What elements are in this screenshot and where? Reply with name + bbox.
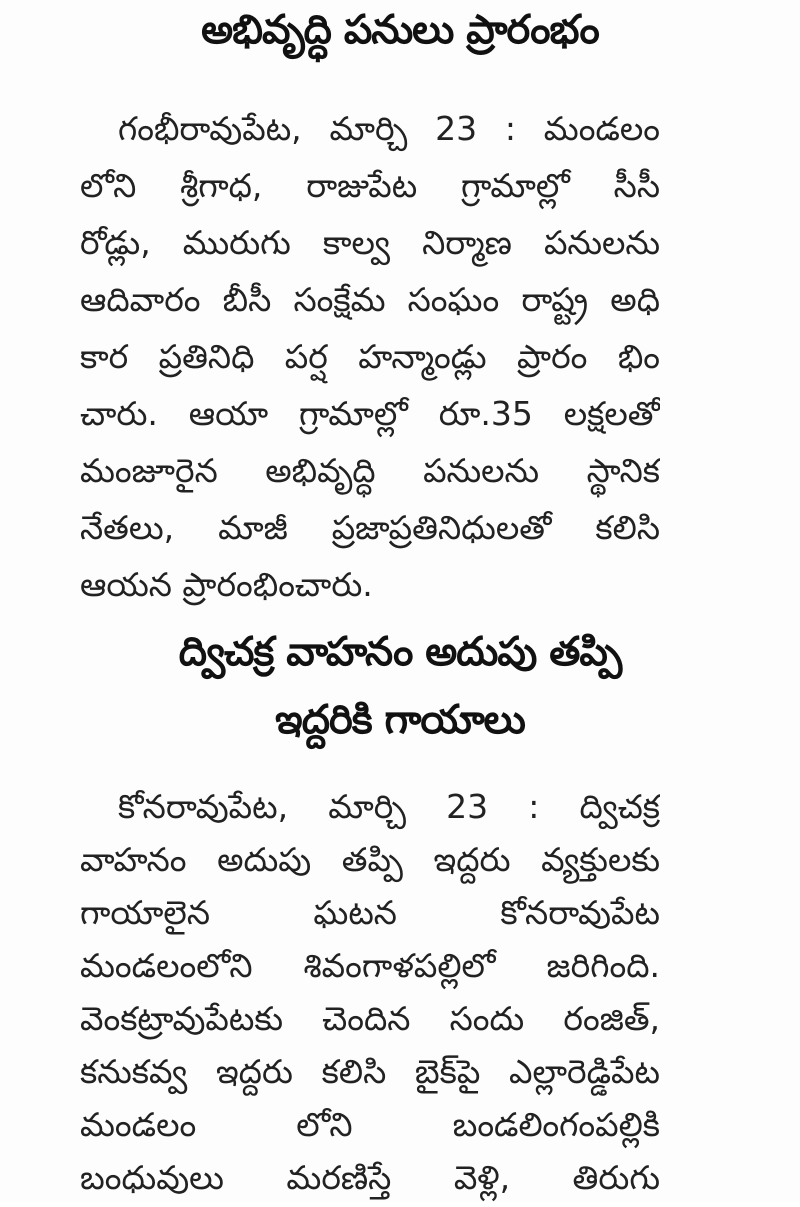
article1-line-1: గంభీరావుపేట, మార్చి 23 : మండలం xyxy=(118,109,660,148)
article2-line-6: కనుకవ్వ ఇద్దరు కలిసి బైక్‌పై ఎల్లారెడ్డిపేట xyxy=(80,1052,660,1091)
article2-headline-line1: ద్విచక్ర వాహనం అదుపు తప్పి xyxy=(178,629,622,675)
article2-line-3: గాయాలైన ఘటన కోనరావుపేట xyxy=(80,893,660,932)
article1-line-8: నేతలు, మాజీ ప్రజాప్రతినిధులతో కలిసి xyxy=(80,508,660,547)
article1-line-2: లోని శ్రీగాధ, రాజుపేట గ్రామాల్లో సీసీ xyxy=(80,166,660,205)
article2-line-1: కోనరావుపేట, మార్చి 23 : ద్విచక్ర xyxy=(118,787,660,826)
article2-headline-line2: ఇద్దరికి గాయాలు xyxy=(275,697,525,743)
article1-line-7: మంజూరైన అభివృద్ధి పనులను స్థానిక xyxy=(80,451,660,490)
article1-line-9: ఆయన ప్రారంభించారు. xyxy=(80,565,373,604)
article1-line-4: ఆదివారం బీసీ సంక్షేమ సంఘం రాష్ట్ర అధి xyxy=(80,280,660,319)
article1-line-6: చారు. ఆయా గ్రామాల్లో రూ.35 లక్షలతో xyxy=(80,394,660,433)
article2-line-8: బంధువులు మరణిస్తే వెళ్లి, తిరుగు xyxy=(80,1158,660,1197)
article2-line-5: వెంకట్రావుపేటకు చెందిన సందు రంజిత్, xyxy=(80,999,660,1038)
article1-headline: అభివృద్ధి పనులు ప్రారంభం xyxy=(201,7,599,53)
article1-line-5: కార ప్రతినిధి పర్ష హన్మాండ్లు ప్రారం భిం xyxy=(80,337,660,376)
article2-line-7: మండలం లోని బండలింగంపల్లికి xyxy=(80,1105,660,1144)
article2-line-2: వాహనం అదుపు తప్పి ఇద్దరు వ్యక్తులకు xyxy=(80,840,660,879)
article1-line-3: రోడ్లు, మురుగు కాల్వ నిర్మాణ పనులను xyxy=(80,223,660,262)
article2-line-4: మండలంలోని శివంగాళపల్లిలో జరిగింది. xyxy=(80,946,660,985)
